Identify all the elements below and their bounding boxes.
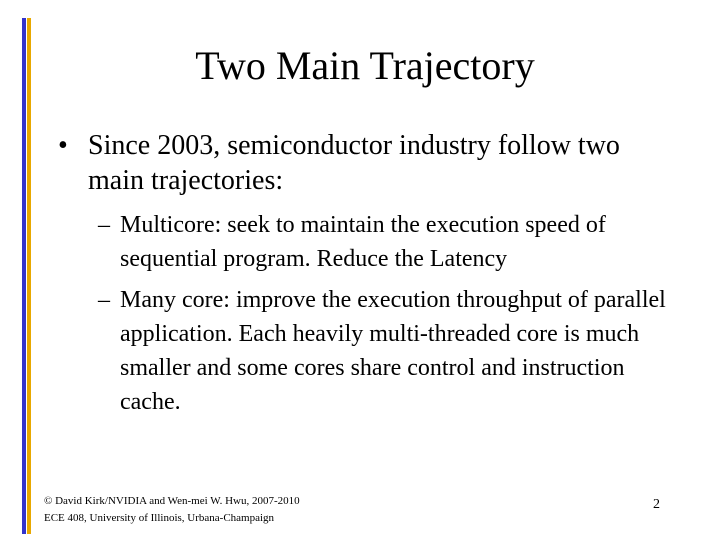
sub-bullet-text: Many core: improve the execution throughput of parallel application. Each heavily multi-threaded core is much smaller and some cores share control and instruction cache. — [120, 287, 666, 415]
page-number: 2 — [653, 497, 660, 512]
sub-bullet-multicore — [98, 208, 688, 276]
footer-credits — [44, 493, 300, 527]
sub-bullet-marker: – — [98, 212, 110, 238]
footer-course: ECE 408, University of Illinois, Urbana-Champaign — [44, 512, 275, 524]
main-bullet — [58, 128, 678, 198]
sub-bullet-many-core — [98, 283, 688, 419]
sub-bullet-text: Multicore: seek to maintain the execution speed of sequential program. Reduce the Latency — [120, 212, 606, 272]
slide-title: Two Main Trajectory — [195, 43, 535, 88]
footer-copyright: © David Kirk/NVIDIA and Wen-mei W. Hwu, 2007-2010 — [44, 495, 300, 507]
bullet-marker: • — [58, 130, 68, 161]
left-accent-bar-blue — [22, 18, 26, 534]
sub-bullet-marker: – — [98, 287, 110, 313]
bullet-text: Since 2003, semiconductor industry follow two main trajectories: — [88, 130, 620, 196]
left-accent-bar-gold — [27, 18, 31, 534]
